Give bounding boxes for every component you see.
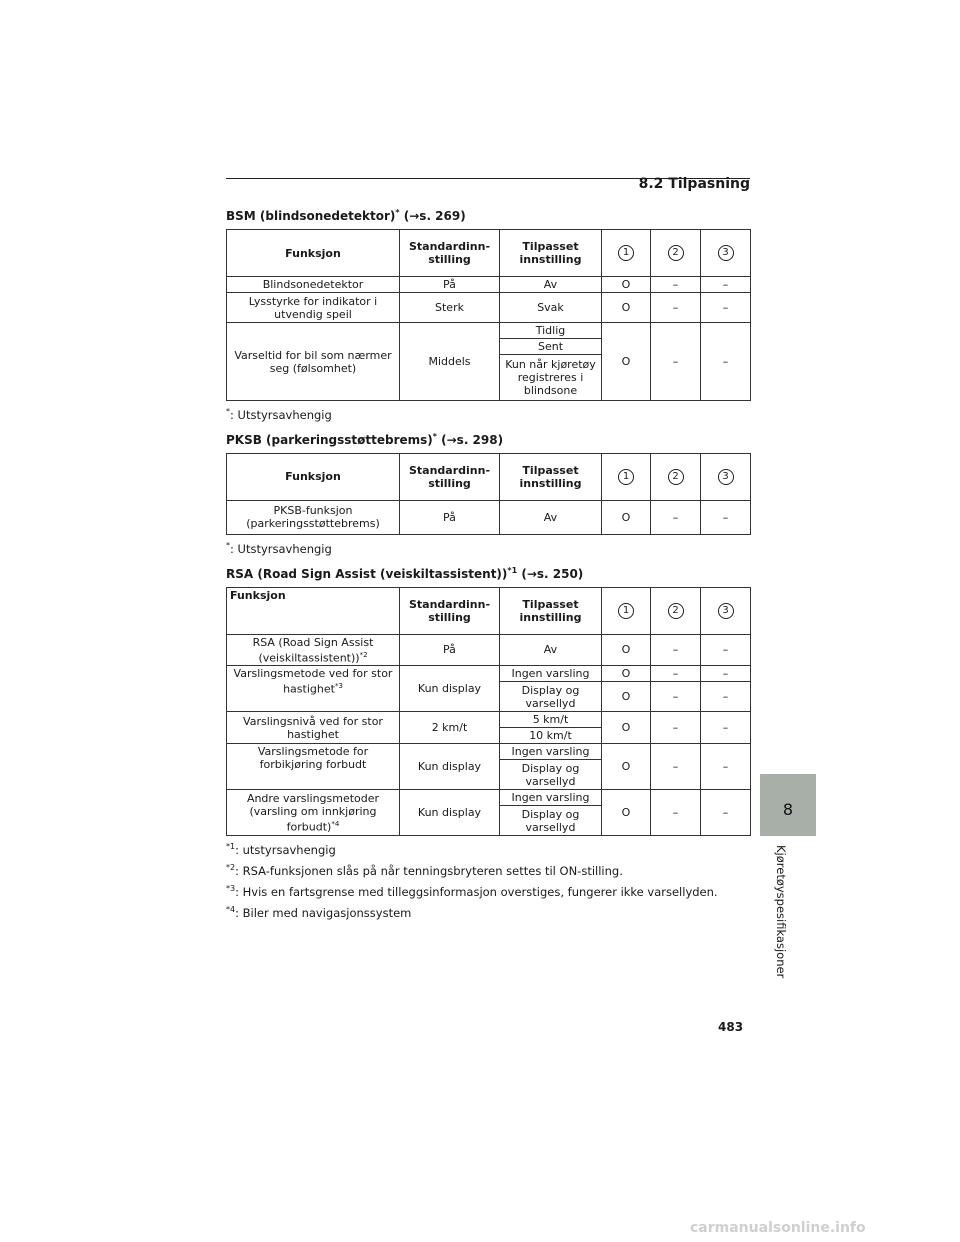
col-tilpasset: Tilpasset innstilling: [500, 587, 602, 634]
cell-c3: –: [701, 293, 751, 323]
rsa-title-text: RSA (Road Sign Assist (veiskiltassistent)): [226, 566, 508, 581]
cell-c1: O: [602, 634, 651, 666]
col-tilpasset: Tilpasset innstilling: [500, 453, 602, 500]
circle-2-icon: 2: [668, 245, 684, 261]
note-sup: *3: [226, 883, 236, 893]
circle-2-icon: 2: [668, 469, 684, 485]
cell-standard: På: [400, 277, 500, 293]
circle-1-icon: 1: [618, 245, 634, 261]
cell-tilpasset: Svak: [500, 293, 602, 323]
cell-tilpasset: Av: [500, 634, 602, 666]
cell-c2: –: [651, 666, 701, 682]
circle-1-icon: 1: [618, 469, 634, 485]
table-row: [227, 666, 751, 682]
cell-c1: O: [602, 500, 651, 534]
table-row: [227, 744, 751, 760]
bsm-note: [226, 407, 750, 422]
cell-c3: –: [701, 712, 751, 744]
cell-tilpasset: Av: [500, 277, 602, 293]
bsm-title-ref: (→s. 269): [399, 209, 466, 223]
cell-standard: Middels: [400, 323, 500, 401]
cell-funksjon: Blindsonedetektor: [227, 277, 400, 293]
cell-standard: Kun display: [400, 666, 500, 712]
rsa-title: [226, 566, 750, 581]
cell-funksjon: PKSB-funksjon (parkeringsstøttebrems): [227, 500, 400, 534]
content: [226, 208, 750, 926]
rsa-note-3: [226, 884, 750, 899]
cell-standard: På: [400, 634, 500, 666]
bsm-title: [226, 208, 750, 223]
cell-c1: O: [602, 666, 651, 682]
table-row: [227, 712, 751, 728]
bsm-table: [226, 229, 751, 401]
note-text: : Hvis en fartsgrense med tilleggsinformasjon overstiges, fungerer ikke varsellyden.: [235, 884, 718, 899]
cell-option: Ingen varsling: [500, 790, 602, 806]
col-standard: Standardinn- stilling: [400, 453, 500, 500]
pksb-table: [226, 453, 751, 535]
page-header: [226, 176, 750, 192]
page-number: 483: [718, 1020, 744, 1034]
cell-funksjon: [227, 666, 400, 712]
cell-funksjon: [227, 634, 400, 666]
circle-1-icon: 1: [618, 603, 634, 619]
cell-c2: –: [651, 634, 701, 666]
col-3: [701, 453, 751, 500]
cell-c1: O: [602, 712, 651, 744]
rsa-note-2: [226, 863, 750, 878]
circle-3-icon: 3: [718, 469, 734, 485]
cell-c3: –: [701, 500, 751, 534]
table-row: [227, 634, 751, 666]
col-2: [651, 587, 701, 634]
circle-2-icon: 2: [668, 603, 684, 619]
pksb-title: [226, 432, 750, 447]
section-title: 8.2 Tilpasning: [638, 176, 750, 192]
cell-c2: –: [651, 744, 701, 790]
table-header-row: [227, 230, 751, 277]
col-3: [701, 230, 751, 277]
pksb-note: [226, 541, 750, 556]
bsm-title-sup: *: [395, 208, 400, 217]
rsa-title-ref: (→s. 250): [517, 566, 584, 581]
cell-c2: –: [651, 500, 701, 534]
cell-c1: O: [602, 277, 651, 293]
col-funksjon: Funksjon: [227, 453, 400, 500]
table-row: [227, 790, 751, 806]
cell-funksjon-text: Varslingsmetode ved for stor hastighet: [233, 667, 393, 696]
cell-option: Tidlig: [500, 323, 602, 339]
col-funksjon: Funksjon: [227, 587, 400, 634]
cell-standard: Kun display: [400, 744, 500, 790]
cell-standard: 2 km/t: [400, 712, 500, 744]
cell-c3: –: [701, 744, 751, 790]
cell-c2: –: [651, 712, 701, 744]
cell-funksjon: Varseltid for bil som nærmer seg (følsomhet): [227, 323, 400, 401]
cell-c3: –: [701, 277, 751, 293]
note-sup: *: [226, 540, 230, 550]
note-text: : Biler med navigasjonssystem: [235, 905, 412, 920]
cell-option: Display og varsellyd: [500, 682, 602, 712]
chapter-label: [772, 845, 794, 985]
cell-funksjon: [227, 790, 400, 836]
cell-standard: Sterk: [400, 293, 500, 323]
cell-tilpasset: Av: [500, 500, 602, 534]
col-tilpasset: Tilpasset innstilling: [500, 230, 602, 277]
note-sup: *: [226, 407, 230, 416]
cell-standard: Kun display: [400, 790, 500, 836]
rsa-title-sup: *1: [507, 565, 518, 575]
cell-c3: –: [701, 634, 751, 666]
cell-sup: *3: [334, 682, 343, 691]
circle-3-icon: 3: [718, 603, 734, 619]
col-funksjon: Funksjon: [227, 230, 400, 277]
table-row: [227, 500, 751, 534]
cell-c1: O: [602, 790, 651, 836]
note-sup: *2: [226, 863, 236, 873]
pksb-title-sup: *: [432, 431, 437, 441]
table-row: [227, 277, 751, 293]
cell-standard: På: [400, 500, 500, 534]
pksb-title-text: PKSB (parkeringsstøttebrems): [226, 432, 433, 447]
cell-c1: O: [602, 323, 651, 401]
col-2: [651, 453, 701, 500]
chapter-number: 8: [782, 800, 794, 819]
rsa-note-4: [226, 905, 750, 920]
col-standard: Standardinn- stilling: [400, 587, 500, 634]
note-text: : Utstyrsavhengig: [230, 541, 332, 556]
cell-c3: –: [701, 682, 751, 712]
note-text: : utstyrsavhengig: [235, 843, 336, 858]
cell-funksjon: Varslingsmetode for forbikjøring forbudt: [227, 744, 400, 790]
cell-c3: –: [701, 666, 751, 682]
cell-option: 10 km/t: [500, 728, 602, 744]
table-row: [227, 293, 751, 323]
rsa-table: [226, 587, 751, 837]
cell-option: Sent: [500, 339, 602, 355]
cell-c2: –: [651, 790, 701, 836]
cell-funksjon: Lysstyrke for indikator i utvendig speil: [227, 293, 400, 323]
cell-funksjon-text: Andre varslingsmetoder (varsling om innkjøring forbudt): [246, 791, 380, 834]
note-sup: *4: [226, 904, 236, 914]
col-1: [602, 587, 651, 634]
cell-option: 5 km/t: [500, 712, 602, 728]
col-2: [651, 230, 701, 277]
col-1: [602, 453, 651, 500]
cell-sup: *2: [359, 650, 368, 659]
table-header-row: [227, 587, 751, 634]
cell-c1: O: [602, 744, 651, 790]
chapter-label-text: Kjøretøyspesifikasjoner: [774, 845, 788, 979]
table-header-row: [227, 453, 751, 500]
cell-c3: –: [701, 323, 751, 401]
cell-option: Display og varsellyd: [500, 806, 602, 836]
rsa-note-1: [226, 842, 750, 857]
cell-option: Kun når kjøretøy registreres i blindsone: [500, 355, 602, 401]
note-sup: *1: [226, 842, 236, 852]
cell-c1: O: [602, 293, 651, 323]
chapter-tab[interactable]: [760, 774, 816, 836]
note-text: : Utstyrsavhengig: [230, 407, 332, 422]
cell-c3: –: [701, 790, 751, 836]
cell-c2: –: [651, 323, 701, 401]
circle-3-icon: 3: [718, 245, 734, 261]
col-standard: Standardinn- stilling: [400, 230, 500, 277]
cell-funksjon-text: RSA (Road Sign Assist (veiskiltassistent)): [252, 635, 374, 665]
col-1: [602, 230, 651, 277]
cell-sup: *4: [331, 819, 340, 828]
cell-c1: O: [602, 682, 651, 712]
cell-option: Ingen varsling: [500, 744, 602, 760]
watermark: carmanualsonline.info: [690, 1220, 866, 1236]
note-text: : RSA-funksjonen slås på når tenningsbryteren settes til ON-stilling.: [235, 863, 623, 878]
table-row: [227, 323, 751, 339]
cell-option: Display og varsellyd: [500, 760, 602, 790]
bsm-title-text: BSM (blindsonedetektor): [226, 209, 396, 223]
cell-option: Ingen varsling: [500, 666, 602, 682]
cell-c2: –: [651, 293, 701, 323]
cell-c2: –: [651, 277, 701, 293]
cell-c2: –: [651, 682, 701, 712]
cell-funksjon: Varslingsnivå ved for stor hastighet: [227, 712, 400, 744]
pksb-title-ref: (→s. 298): [436, 432, 504, 447]
col-3: [701, 587, 751, 634]
